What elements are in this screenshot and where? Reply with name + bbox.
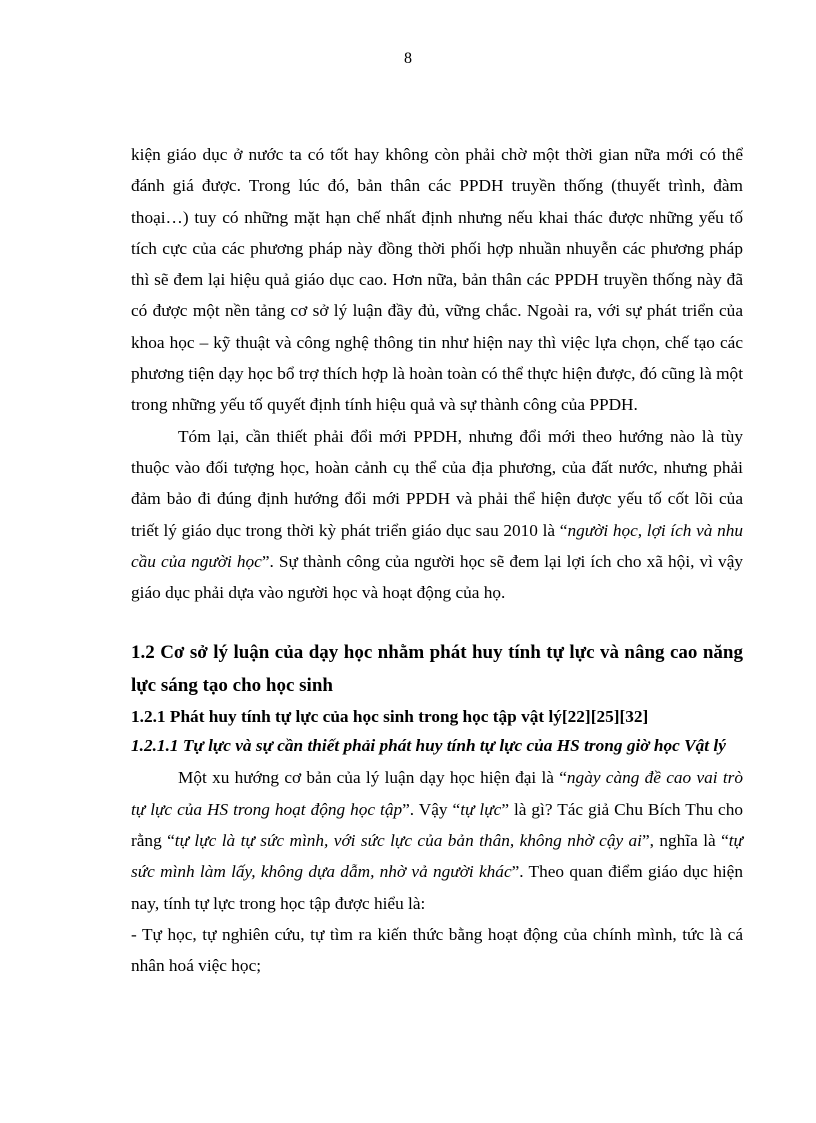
summary-text-2: ”. Sự thành công của người học sẽ đem lại lợi ích cho xã hội, vì vậy giáo dục phải dựa vào người học và hoạt động của họ. — [131, 551, 743, 603]
self-reliance-italic-2: tự lực — [460, 799, 502, 819]
heading-1-2-1-1: 1.2.1.1 Tự lực và sự cần thiết phải phát huy tính tự lực của HS trong giờ học Vật lý — [131, 736, 726, 756]
summary-text-1: Tóm lại, cần thiết phải đổi mới PPDH, nhưng đổi mới theo hướng nào là tùy thuộc vào đối tượng học, hoàn cảnh cụ thể của địa phương, của đất nước, nhưng phải đảm bảo đi đúng định hướng đổi mới PPDH và phải thể hiện được yếu tố cốt lõi của triết lý giáo dục trong thời kỳ phát triển giáo dục sau 2010 là “ — [131, 426, 743, 540]
self-reliance-italic-4: tự sức mình làm lấy, không dựa dẫm, nhờ vả người khác — [131, 831, 743, 882]
self-reliance-text-2: ”. Vậy “ — [402, 799, 461, 819]
self-reliance-text-3: ” là gì? Tác giả Chu Bích Thu cho rằng “ — [131, 799, 744, 851]
self-reliance-italic-3: tự lực là tự sức mình, với sức lực của bản thân, không nhờ cậy ai — [174, 831, 642, 851]
heading-1-2-1: 1.2.1 Phát huy tính tự lực của học sinh trong học tập vật lý[22][25][32] — [131, 707, 649, 727]
self-reliance-italic-1: ngày càng đề cao vai trò tự lực của HS trong hoạt động học tập — [131, 768, 743, 819]
bullet-self-study: - Tự học, tự nghiên cứu, tự tìm ra kiến thức bằng hoạt động của chính mình, tức là cá nhân hoá việc học; — [131, 924, 743, 976]
paragraph-traditional-methods: kiện giáo dục ở nước ta có tốt hay không còn phải chờ một thời gian nữa mới có thể đánh giá được. Trong lúc đó, bản thân các PPDH truyền thống (thuyết trình, đàm thoại…) tuy có những mặt hạn chế nhất định nhưng nếu khai thác được những yếu tố tích cực của các phương pháp này đồng thời phối hợp nhuần nhuyễn các phương pháp thì sẽ đem lại hiệu quả giáo dục cao. Hơn nữa, bản thân các PPDH truyền thống này đã có được một nền tảng cơ sở lý luận đầy đủ, vững chắc. Ngoài ra, với sự phát triển của khoa học – kỹ thuật và công nghệ thông tin như hiện nay thì việc lựa chọn, chế tạo các phương tiện dạy học bổ trợ thích hợp là hoàn toàn có thể thực hiện được, đó cũng là một trong những yếu tố quyết định tính hiệu quả và sự thành công của PPDH. — [131, 145, 743, 415]
document-body — [131, 139, 743, 982]
self-reliance-text-5: ”. Theo quan điểm giáo dục hiện nay, tính tự lực trong học tập được hiểu là: — [131, 862, 743, 913]
summary-italic-quote: người học, lợi ích và nhu cầu của người học — [131, 520, 744, 571]
self-reliance-text-1: Một xu hướng cơ bản của lý luận dạy học hiện đại là “ — [178, 768, 567, 788]
paragraph-self-reliance — [131, 762, 743, 918]
paragraph-summary — [131, 421, 743, 609]
heading-1-2: 1.2 Cơ sở lý luận của dạy học nhằm phát huy tính tự lực và nâng cao năng lực sáng tạo cho học sinh — [131, 642, 743, 697]
self-reliance-text-4: ”, nghĩa là “ — [641, 831, 729, 851]
page-number: 8 — [404, 50, 412, 67]
